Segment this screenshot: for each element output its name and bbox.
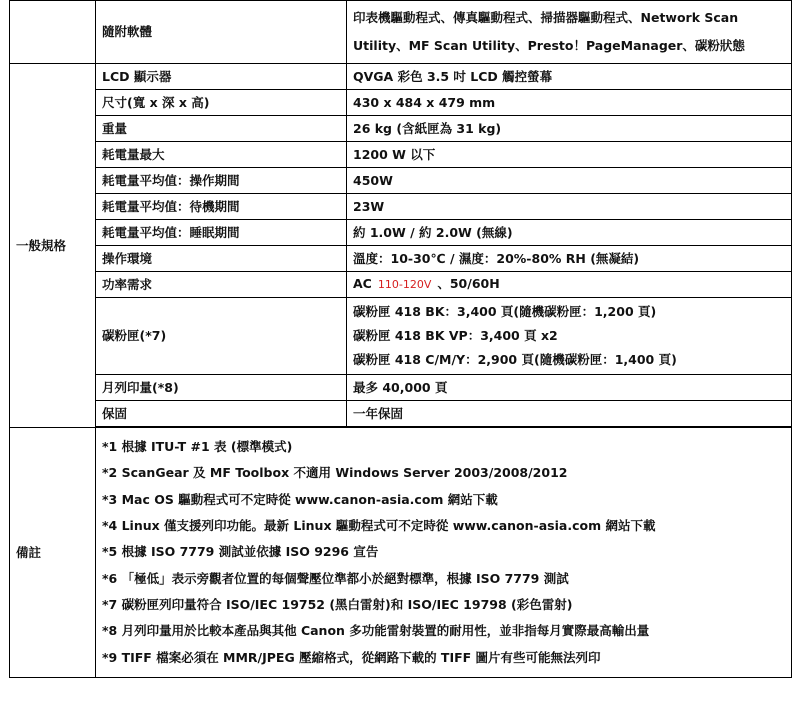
spec-row-lcd [10,64,792,90]
spec-value: 1200 W 以下 [347,142,792,168]
spec-row-power-standby [10,194,792,220]
spec-row-dimensions [10,90,792,116]
spec-row-power-max [10,142,792,168]
general-category: 一般規格 [10,64,96,428]
notes-row [10,428,792,678]
power-prefix: AC [353,276,372,291]
spec-label: 耗電量平均值：操作期間 [96,168,347,194]
spec-label: 功率需求 [96,272,347,298]
software-value-line2: Utility、MF Scan Utility、Presto！PageManager、碳粉狀態 [353,38,745,53]
software-label: 隨附軟體 [96,1,347,64]
spec-row-power-requirement [10,272,792,298]
toner-line: 碳粉匣 418 BK VP：3,400 頁 x2 [353,328,558,343]
spec-row-weight [10,116,792,142]
note-item: *6 「極低」表示旁觀者位置的每個聲壓位準都小於絕對標準，根據 ISO 7779 測試 [102,570,569,586]
spec-row-toner [10,298,792,375]
note-item: *7 碳粉匣列印量符合 ISO/IEC 19752 (黑白雷射)和 ISO/IEC 19798 (彩色雷射) [102,597,573,613]
spec-value: 約 1.0W / 約 2.0W (無線) [347,220,792,246]
note-item: *3 Mac OS 驅動程式可不定時從 www.canon-asia.com 網站下載 [102,491,498,507]
spec-value: 450W [347,168,792,194]
spec-label: 尺寸(寬 x 深 x 高) [96,90,347,116]
spec-value: 溫度：10-30℃ / 濕度：20%-80% RH (無凝結) [347,246,792,272]
spec-table [9,0,792,678]
spec-value [347,272,792,298]
spec-label: 月列印量(*8) [96,375,347,401]
spec-row-environment [10,246,792,272]
spec-label: LCD 顯示器 [96,64,347,90]
toner-values [347,298,792,375]
note-item: *9 TIFF 檔案必須在 MMR/JPEG 壓縮格式，從網路下載的 TIFF 圖片有些可能無法列印 [102,649,601,665]
spec-value: 最多 40,000 頁 [347,375,792,401]
software-value [347,1,792,64]
software-value-line1: 印表機驅動程式、傳真驅動程式、掃描器驅動程式、Network Scan [353,10,739,25]
note-item: *2 ScanGear 及 MF Toolbox 不適用 Windows Server 2003/2008/2012 [102,465,568,481]
spec-row-duty-cycle [10,375,792,401]
spec-label: 操作環境 [96,246,347,272]
note-item: *8 月列印量用於比較本產品與其他 Canon 多功能雷射裝置的耐用性，並非指每月實際最高輸出量 [102,623,650,639]
software-row [10,1,792,64]
spec-value: 一年保固 [347,401,792,427]
spec-label: 保固 [96,401,347,427]
note-item: *5 根據 ISO 7779 測試並依據 ISO 9296 宣告 [102,544,379,560]
spec-value: 23W [347,194,792,220]
spec-row-power-operating [10,168,792,194]
toner-line: 碳粉匣 418 C/M/Y：2,900 頁(隨機碳粉匣：1,400 頁) [353,352,677,367]
spec-label: 耗電量平均值：睡眠期間 [96,220,347,246]
notes-category: 備註 [10,428,96,678]
note-item: *4 Linux 僅支援列印功能。最新 Linux 驅動程式可不定時從 www.canon-asia.com 網站下載 [102,517,656,533]
spec-row-power-sleep [10,220,792,246]
spec-value: 26 kg (含紙匣為 31 kg) [347,116,792,142]
spec-label: 耗電量最大 [96,142,347,168]
spec-value: 430 x 484 x 479 mm [347,90,792,116]
toner-line: 碳粉匣 418 BK：3,400 頁(隨機碳粉匣：1,200 頁) [353,304,657,319]
software-category-cell [10,1,96,64]
spec-value: QVGA 彩色 3.5 吋 LCD 觸控螢幕 [347,64,792,90]
spec-label: 碳粉匣(*7) [96,298,347,375]
spec-label: 重量 [96,116,347,142]
voltage-text: 110-120V [377,278,432,291]
notes-list [96,428,792,678]
power-suffix: 、50/60H [437,276,500,291]
note-item: *1 根據 ITU-T #1 表 (標準模式) [102,438,293,454]
spec-row-warranty [10,401,792,427]
spec-label: 耗電量平均值：待機期間 [96,194,347,220]
